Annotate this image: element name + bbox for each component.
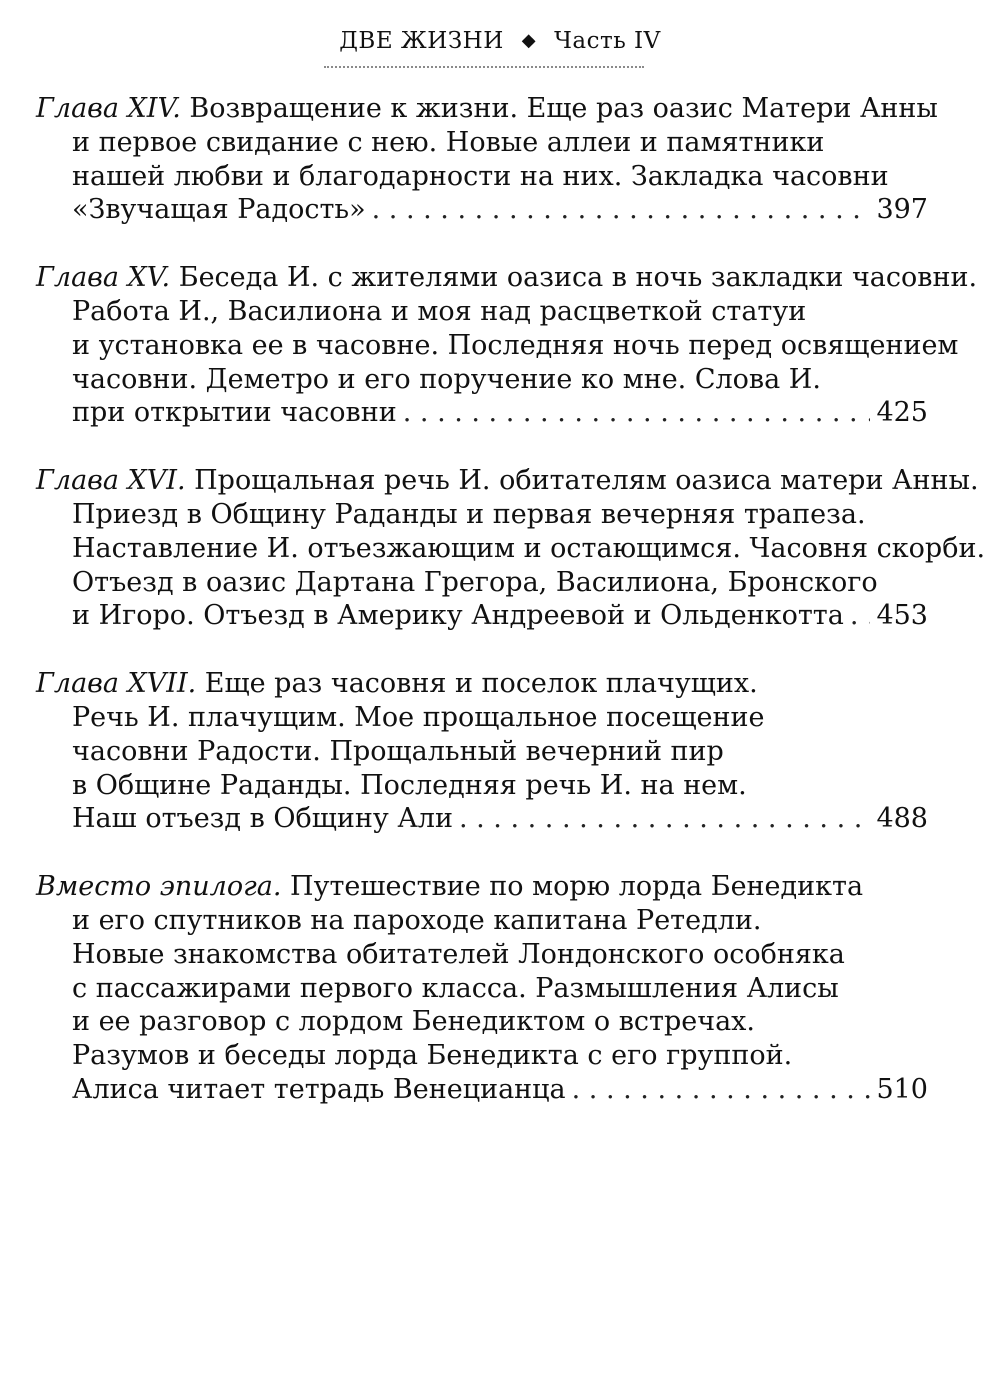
chapter-summary-line: часовни Радости. Прощальный вечерний пир — [72, 735, 724, 767]
chapter-label: Глава XVII. — [36, 668, 197, 700]
page-number: 488 — [876, 803, 928, 835]
chapter-summary-line: Приезд в Общину Раданды и первая вечерняя трапеза. — [72, 498, 866, 530]
chapter-summary-line: с пассажирами первого класса. Размышления Алисы — [72, 972, 839, 1004]
chapter-summary-line: Алиса читает тетрадь Венецианца — [72, 1073, 566, 1105]
toc-entry-last-line — [36, 802, 928, 836]
chapter-summary-line: и его спутников на пароходе капитана Ретедли. — [72, 904, 762, 936]
toc-entry-first-line — [36, 464, 979, 498]
running-header — [0, 28, 1000, 54]
chapter-label: Глава XV. — [36, 262, 171, 294]
toc-entry-last-line — [36, 193, 928, 227]
toc-entry — [36, 667, 928, 836]
dot-leader — [372, 193, 871, 227]
chapter-summary-line: и первое свидание с нею. Новые аллеи и памятники — [72, 126, 825, 158]
toc-entry-last-line — [36, 396, 928, 430]
toc-entry-first-line — [36, 870, 928, 904]
dot-leader — [403, 396, 871, 430]
toc-entry-last-line — [36, 599, 928, 633]
chapter-summary-text: Еще раз часовня и поселок плачущих. — [196, 668, 758, 700]
part-label: Часть IV — [554, 28, 661, 54]
chapter-label: Глава XVI. — [36, 465, 186, 497]
chapter-summary-line: и установка ее в часовне. Последняя ночь перед освящением — [72, 329, 959, 361]
table-of-contents — [36, 92, 986, 1141]
chapter-summary-line: часовни. Деметро и его поручение ко мне. Слова И. — [72, 363, 821, 395]
chapter-summary-line: в Общине Раданды. Последняя речь И. на нем. — [72, 769, 747, 801]
chapter-summary-text: Возвращение к жизни. Еще раз оазис Матери Анны — [180, 93, 938, 124]
diamond-separator-icon: ◆ — [521, 30, 537, 51]
toc-entry-first-line — [36, 261, 978, 295]
chapter-summary-line: Речь И. плачущим. Мое прощальное посещение — [72, 701, 765, 733]
toc-entry — [36, 261, 978, 430]
toc-entry-last-line — [36, 1073, 928, 1107]
chapter-summary-line: Наш отъезд в Общину Али — [72, 803, 453, 835]
header-dotted-rule — [324, 66, 644, 68]
chapter-summary-line: при открытии часовни — [72, 397, 397, 429]
chapter-summary-line: Разумов и беседы лорда Бенедикта с его группой. — [72, 1040, 793, 1072]
chapter-summary-line: Отъезд в оазис Дартана Грегора, Василиона, Бронского — [72, 566, 878, 598]
page-number: 397 — [876, 194, 928, 226]
page-number: 425 — [876, 397, 928, 429]
dot-leader — [850, 599, 871, 633]
chapter-summary-line: и ее разговор с лордом Бенедиктом о встречах. — [72, 1006, 755, 1038]
chapter-summary-line: «Звучащая Радость» — [72, 194, 366, 226]
toc-entry — [36, 464, 986, 633]
toc-entry — [36, 870, 928, 1107]
chapter-summary-line: Работа И., Василиона и моя над расцветкой статуи — [72, 295, 807, 327]
chapter-summary-text: Беседа И. с жителями оазиса в ночь закладки часовни. — [170, 262, 978, 294]
toc-entry-first-line — [36, 92, 938, 126]
dot-leader — [572, 1073, 871, 1107]
toc-entry-first-line — [36, 667, 928, 701]
chapter-summary-text: Путешествие по морю лорда Бенедикта — [281, 871, 864, 903]
page-number: 453 — [876, 600, 928, 632]
book-title: ДВЕ ЖИЗНИ — [339, 28, 504, 54]
chapter-label: Глава XIV. — [36, 93, 181, 124]
chapter-summary-line: и Игоро. Отъезд в Америку Андреевой и Ольденкотта — [72, 600, 844, 632]
chapter-summary-line: Наставление И. отъезжающим и остающимся. Часовня скорби. — [72, 532, 986, 564]
dot-leader — [459, 802, 871, 836]
chapter-summary-line: нашей любви и благодарности на них. Закладка часовни — [72, 160, 889, 192]
chapter-label: Вместо эпилога. — [36, 871, 282, 903]
toc-entry — [36, 92, 938, 227]
chapter-summary-line: Новые знакомства обитателей Лондонского особняка — [72, 938, 845, 970]
chapter-summary-text: Прощальная речь И. обитателям оазиса матери Анны. — [185, 465, 979, 497]
page-number: 510 — [876, 1073, 928, 1105]
